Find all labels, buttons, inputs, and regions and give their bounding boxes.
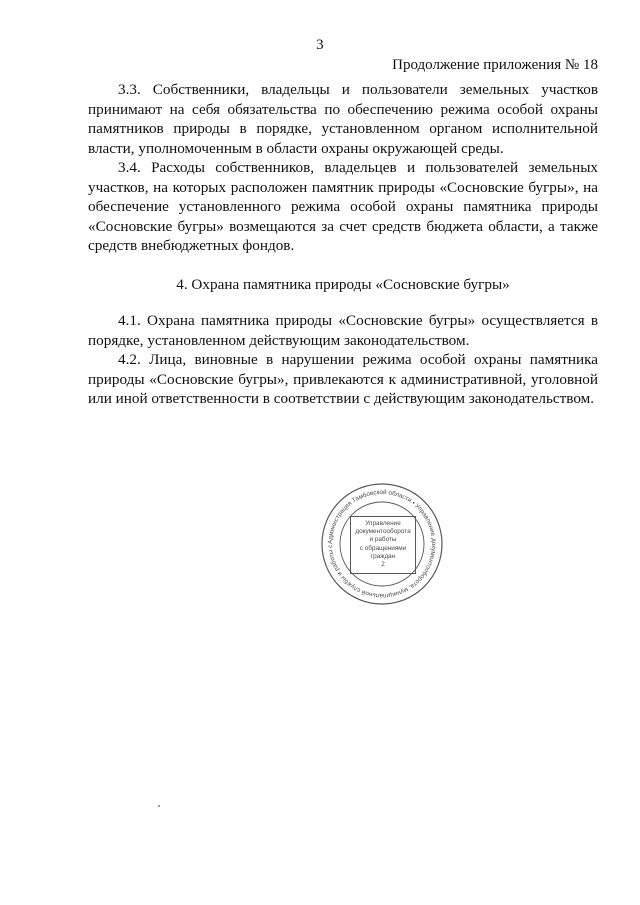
paragraph-4-1 <box>88 311 598 350</box>
page-number: 3 <box>316 37 324 53</box>
scan-speck <box>158 805 160 807</box>
stamp-line: документооборота <box>355 528 411 536</box>
stamp-line: и работы <box>369 536 397 544</box>
paragraph-3-3-text: 3.3. Собственники, владельцы и пользователи земельных участков принимают на себя обязательства по обеспечению режима особой охраны памятников природы в порядке, установленном органом исполнительной власти, уполномоченным в области охраны окружающей среды. <box>88 81 598 157</box>
paragraph-3-3 <box>88 80 598 158</box>
stamp-line: Управление <box>365 520 401 527</box>
stamp-line: граждан <box>370 552 396 560</box>
stamp-line: с обращениями <box>359 544 407 552</box>
stamp-outer-text: Администрация Тамбовской области • Управление документооборота, муниципальной службы и работы с <box>326 488 438 600</box>
paragraph-4-2-text: 4.2. Лица, виновные в нарушении режима особой охраны памятника природы «Сосновские бугры», привлекаются к административной, уголовной или иной ответственности в соответствии с действующим законодательством. <box>88 351 598 407</box>
paragraph-4-2 <box>88 350 598 409</box>
appendix-caption: Продолжение приложения № 18 <box>392 57 598 73</box>
paragraph-3-4 <box>88 158 598 256</box>
stamp-inner-text <box>352 520 414 569</box>
stamp-line: 2 <box>381 561 385 569</box>
paragraph-3-4-text: 3.4. Расходы собственников, владельцев и пользователей земельных участков, на которых расположен памятник природы «Сосновские бугры», на обеспечение установленного режима особой охраны памятника природы «Сосновские бугры» возмещаются за счет средств бюджета области, а также средств внебюджетных фондов. <box>88 159 598 254</box>
section-heading-4: 4. Охрана памятника природы «Сосновские бугры» <box>176 276 510 293</box>
paragraph-4-1-text: 4.1. Охрана памятника природы «Сосновские бугры» осуществляется в порядке, установленном действующим законодательством. <box>88 312 598 349</box>
official-stamp <box>320 482 444 606</box>
